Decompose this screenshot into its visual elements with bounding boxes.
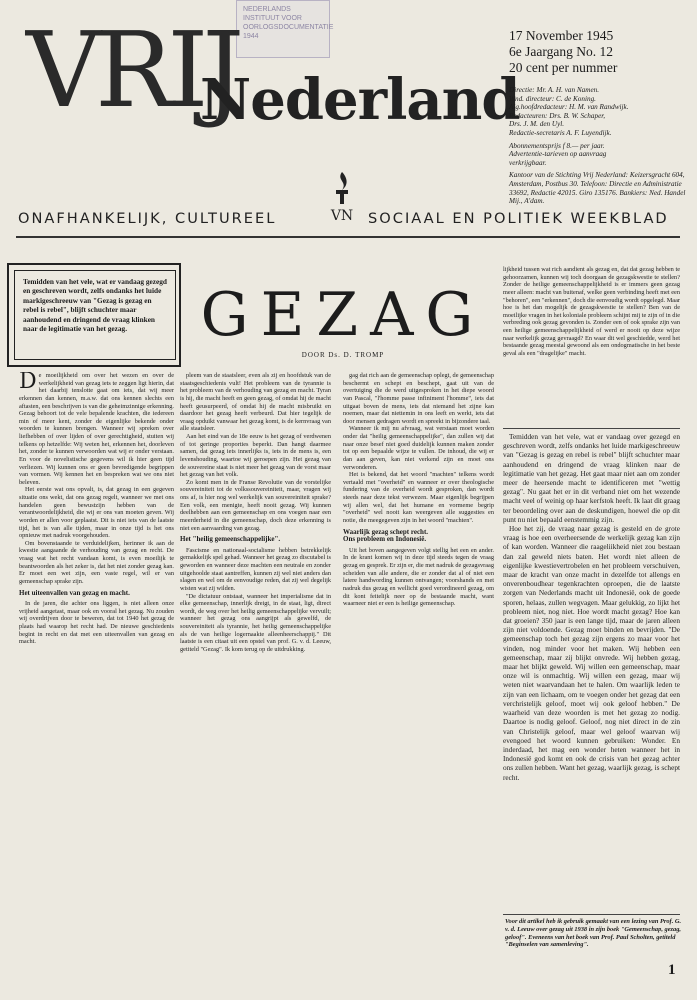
- paragraph: lijkheid tussen wat rich aandient als gezag en, dat dat gezag hebben te gehoorzamen, kunnen wij toch doorgaan de gezagskwestie te stellen? Zonder de heilige gemeenschappelijkheid is er immers geen gezag meer alleen: macht van buitenaf, welke geen verbinding heeft met een "behoren", een "erkennen", doch die eenvoudig wordt opgelegd. Maar hoe is het dan mogelijk de gezagskwestie te stellen? Ben van de moeilijke vragen in het koloniale probleem schijnt mij te zijn of in die verbreding ook gezag gevonden is. Zonder een of ook sprake zijn van een heilige gemeenschappelijkheid of werd er nooit op deze wijze naar werkelijk gezag gevraagd? En waar dit wel geschiedde, werd het bestaande gezag meestal gewoond als een ondogmatische in het beste geval als een "dragelijke" macht.: [503, 266, 680, 357]
- office-info: Kantoor van de Stichting Vrij Nederland: Keizersgracht 604, Amsterdam, Postbus 30. Telefoon: Directie en Administratie 33692, Redactie 42015. Giro 135176. Bankiers: Ned. Handel Mij., A'dam.: [509, 171, 686, 206]
- paragraph: gag dat rich aan de gemeenschap oplegt, de gemeenschap beschermt en schept en beschept, gaat uit van de overtuiging die de werd uitgesproken in het diepe woord van Pascal, "l'homme passe infiniment l'homme", iets dat uitgaat boven de mens, iets dat niemand het zijne kan noemen, maar dat niettemin in ons leeft en werkt, iets dat door mensen gedragen wordt en spreekt in bijzondere taal.: [343, 372, 494, 425]
- paragraph: Om bovenstaande te verduidelijken, herinner ik aan de kwestie aangaande de verhouding van gezag en recht. De vraag wat het recht vandaan komt, is even moeilijk te beantwoorden als het zeker is, dat het niet zonder gezag kan. Er moet een wet zijn, een vaste regel, wil er van gemeenschap sprake zijn.: [19, 539, 174, 585]
- staff-line: Drs. J. M. den Uyl.: [509, 120, 565, 129]
- masthead-title-vrij: VRIJ: [26, 9, 239, 131]
- paragraph: pleem van de staatsleer, even als zij en hoofdstuk van de staatsgeschiedenis vult! Het probleem van de tyrannie is het probleem van de verhouding van gezag en macht. Tyran is hij, die macht heeft en geen gezag, of omdat hij de macht heeft geusurpeerd, of omdat hij de macht misbruikt en daardoor het gezag heeft verbeurd. Dat hier tegelijk de vraag opduikt vanwaar het gezag komt, is de kernvraag van alle staatsleer.: [180, 372, 331, 433]
- staff-line: Alg.hoofdredacteur: H. M. van Randwijk.: [509, 103, 629, 112]
- tagline-right: SOCIAAL EN POLITIEK WEEKBLAD: [368, 210, 669, 227]
- column-separator: [503, 428, 680, 429]
- article-column-3: [343, 372, 494, 967]
- masthead-title-nederland: Nederland: [200, 67, 520, 133]
- staff-line: Directie: Mr. A. H. van Namen.: [509, 86, 600, 94]
- footnote-separator: [503, 914, 680, 915]
- article-column-2: [180, 372, 331, 967]
- paragraph: Het eerste wat ons opvalt, is, dat gezag in een gegeven situatie ons wekt, dat ons gezag regelt, wanneer we met ons handelen geen bewustzijn hebben van de verantwoordelijkheid, die wij er ons van moeten geven. Wij worden er allen voor geplaatst. Dit is niet iets van de laatste tijd, het is van alle tijden, maar in onze tijd is het ons opnieuw met nadruk voorgehouden.: [19, 486, 174, 540]
- subscription-line: verkrijgbaar.: [509, 158, 547, 167]
- paragraph: Zo komt men in de Franse Revolutie van de vorstelijke souvereiniteit tot de volkssouvereiniteit, maar, vragen wij ons af, is hier nog wel werkelijk van souvereiniteit sprake? Een volk, een menigte, heeft nooit gezag. Wij kunnen deelhebben aan een gemeenschap en ons voegen naar een meerderheid in die gemeenschap, doch deze erkenning is niet een aanvaarding van gezag.: [180, 478, 331, 532]
- stamp-line: NEDERLANDS: [243, 6, 291, 13]
- tagline-left: ONAFHANKELIJK, CULTUREEL: [18, 210, 277, 227]
- article-byline: DOOR Ds. D. TROMP: [301, 351, 385, 359]
- section-heading: Het uiteenvallen van gezag en macht.: [19, 588, 130, 597]
- paragraph: Temidden van het vele, wat er vandaag over gezegd en geschreven wordt, zelfs ondanks het luide markigeschreeuw van "Gezag is gezag en rebel is rebel" blijft schuchter maar aanhoudend en dringend de vraag klinken naar de legitimatie van het gezag. Het gaat maar niet aan om zonder meer de heersende macht te identificeren met "wettig gezag". Nu gaat het er in dit verband niet om het wezende macht veel of weinig op haar kerfstok heeft. Ik laat dit graag ter beoordeling over aan de deskundigen, hoewel die op dit punt nu niet bepaald eenstemmig zijn.: [503, 432, 680, 524]
- logo-text: VN: [330, 208, 354, 224]
- issue-price: 20 cent per nummer: [509, 60, 618, 75]
- section-heading: Het "heilig gemeenschappelijke".: [180, 535, 281, 544]
- paragraph: Wanneer ik mij nu afvraag, wat verstaan moet worden onder dat "heilig gemeenschappelijke", dan zullen wij dat naar onze besef niet goed duidelijk kunnen maken zonder tot op een bepaalde wijze te vullen. De inhoud, die wij er dan aan geven, kan niet verkend zijn en moet ons verwonderen.: [343, 425, 494, 471]
- staff-info: [509, 86, 689, 210]
- subscription-line: Abonnementsprijs f 8.— per jaar.: [509, 141, 605, 150]
- paragraph: "De dictatuur ontstaat, wanneer het imperialisme dat in elke gemeenschap, innerlijk dreigt, in de staat, ligt, direct wordt, de weg over het heilig gemeenschappelijke vervuilt; wanneer het gezag ons aangrijpt als gewelfd, de souvereiniteit als tyrannie, het heilig gemeenschappelijke als de van heilige logernaakte alleenheerschappij." Dit laatste is een citaat uit een opstel van prof. G. v. d. Leeuw, getiteld "Gezag". Ik kom terug op de uitdrukking.: [180, 592, 331, 653]
- stamp-line: INSTITUUT VOOR: [243, 15, 302, 22]
- article-column-1: [19, 372, 174, 967]
- section-heading: Waarlijk gezag schept recht.: [343, 527, 429, 536]
- issue-date: 17 November 1945: [509, 28, 614, 43]
- paragraph: Fascisme en nationaal-socialisme hebben betrekkelijk gemakkelijk spel gehad. Wanneer het gezag zo discutabel is geworden en wanneer deze machten een neutrale en zonder uitgehoolde staat aantreffen, kunnen zij wel niet anders dan slagen en wel om de eenvoudige reden, dat zij wel degelijk wisten wat zij wilden.: [180, 546, 331, 592]
- issue-volume: 6e Jaargang No. 12: [509, 44, 613, 59]
- paragraph: e moeilijkheid om over het wezen en over de werkelijkheid van gezag iets te zeggen ligt hierin, dat het daarbij tenslotte gaat om iets, dat wij meer erkennen dan kennen, m.a.w. dat ons kennen slechts een aftasten, een beschrijven is van die geheimzinnige erkenning. Gezag behoort tot de vele bepalende krachten, die iedereen min of meer kent, zonder de eigenlijke bekende onder woorden te kunnen brengen. Wanneer wij spreken over liefhebben of over lijden of over gerechtigheid, stuiten wij telkens op hetzelfde: Wij weten het, erkennen het, doorleven het, zonder te kunnen verwoorden wat wij er onder verstaan. En voor de novelistische gegevens wil ik hier geen tijd verliezen. Wij kunnen ons er geen bevredigende begrippen van vormen. Wij kennen het en bespreken wat we ons niet beleven.: [19, 372, 174, 486]
- page-number: 1: [668, 962, 676, 978]
- intro-box: Temidden van het vele, wat er vandaag gezegd en geschreven wordt, zelfs ondanks het luide markigeschreeuw van "Gezag is gezag en rebel is rebel", blijft schuchter maar aanhoudend en dringend de vraag klinken naar de legitimatie van het gezag.: [14, 270, 176, 360]
- article-column-4-bottom: [503, 432, 680, 874]
- stamp-line: OORLOGSDOCUMENTATIE: [243, 24, 334, 31]
- paragraph: Aan het eind van de 18e eeuw is het gezag of verdwenen of tot geringe proporties beperkt. Dan hangt daarmee samen, dat gezag iets innerlijks is, iets in de mens is, een levenshouding, waartoe wij geroepen zijn. Het gezag van de souvereine staat is niet meer het gezag van de vorst maar het gezag van het volk.: [180, 433, 331, 479]
- staff-line: Redacteuren: Drs. B. W. Schaper,: [509, 111, 606, 120]
- footnote: Voor dit artikel heb ik gebruik gemaakt van een lezing van Prof. G. v. d. Leeuw over gezag uit 1938 in zijn boek "Gemeenschap, gezag, geloof". Eveneens van het boek van Prof. Paul Scholten, getiteld "Beginselen van samenleving".: [505, 918, 682, 949]
- article-title: GEZAG: [200, 280, 486, 350]
- archive-stamp: [236, 0, 334, 58]
- drop-cap: D: [19, 372, 37, 394]
- torch-logo-icon: [322, 170, 362, 226]
- paragraph: Uit het boven aangegeven volgt stellig het een en ander. In de krant komen wij in deze tijd steeds tegen de vraag gezag en gesprek. Er zijn er, die met nadruk de gezagsvraag scheiden van alle andere, die er zonder dat al of niet een latere handwording kunnen ontvangen; voorshands en met nadruk dus gezag en wellicht goed verordineerd gezag, om dit kont feitelijk neer op de bestaande macht, want waarneer niet er een is heilige gemeenschap.: [343, 546, 494, 608]
- subscription-line: Advertentie-tarieven op aanvraag: [509, 150, 607, 159]
- stamp-line: 1944: [243, 33, 259, 40]
- section-subheading: Ons probleem en Indonesië.: [343, 535, 427, 544]
- masthead-rule: [16, 236, 680, 238]
- staff-line: Redactie-secretaris A. F. Luyendijk.: [509, 128, 612, 137]
- paragraph: Het is bekend, dat het woord "machten" telkens wordt vertaald met "overheid" en wanneer er over theologische fundering van de overheid wordt gesproken, dan wordt steeds naar deze tekst verwezen. Maar eigenlijk begrijpen wij allen wel, dat het humane en vormeme begrip "overheid" wel nooit kan weergeven alle suggesties en notie, die meegegeven zijn in het woord "machten".: [343, 471, 494, 524]
- staff-line: Wnd. directeur: C. de Koning.: [509, 94, 596, 103]
- paragraph: Hoe het zij, de vraag naar gezag is gesteld en de grote vraag is hoe een overheersende de werkelijk gezag kan zijn of kan worden. Wanneer die raageliikheid niet zou bestaan dan zal geweld niets baten. Het wordt niet alleen de eigenlijke kwestievertrobelen en het probleem verschuiven, maar de kracht van onze macht in dezelfde tot allengs en onverenboudhear tegenkrachten oproepen, die de laatste zorgen van Nederlands macht uit Indonesië, ook de goede sporen, helaas, zullen wegvagen. Maar gelukkig, zo lijkt het probleem niet, nog niet. Hoe wordt macht gezag? Hoe kan dat groeien? 350 jaar is een lange tijd, maar de jaren alleen zijn niet voldoende. Gezag moet binden en bevrijden. "De gemeenschap toch het gezag zijn ergens zo maar voor het vinden, nog minder voor het maken. Wij hebben een gemeenschap, maar zij blijkt onvrede. Wij hebben gezag, maar het blijkt geweld. Wij willen een gemeenschap, maar onze wil is onmachtig. Wij willen een gezag, maar wij weten niet waarvandaan het te halen. Om waarlijk leden te zijn van een lichaam, om te voegen onder het gezag dat een verchristelijk geloof, moet wij ook geloof hebben." De waarheid van deze woorden is met het gezag zo nodig. Daartoe is nodig geloof. Geloof, nog niet direct in de zin van Christelijk geloof, maar wel geloof waarvan wij evengoed het woord kunnen gebruiken: Wonder. En inderdaad, het mag een wonder heten wanneer het in Indonesië god komt en ook de crisis van het gezag achter ons zullen hebben. Want het gezag, waarlijk gezag, is schept recht.: [503, 524, 680, 782]
- issue-info: [509, 28, 617, 76]
- paragraph: In de jaren, die achter ons liggen, is niet alleen onze vrijheid aangetast, maar ook en vooral het gezag. Nu zouden wij overdrijven door te beweren, dat tot 1940 het gezag de plaats had waarop het recht had. De nieuwe geschiedenis begint in recht en dat met een uiteenvallen van gezag en macht.: [19, 600, 174, 646]
- article-column-4-top: [503, 266, 680, 426]
